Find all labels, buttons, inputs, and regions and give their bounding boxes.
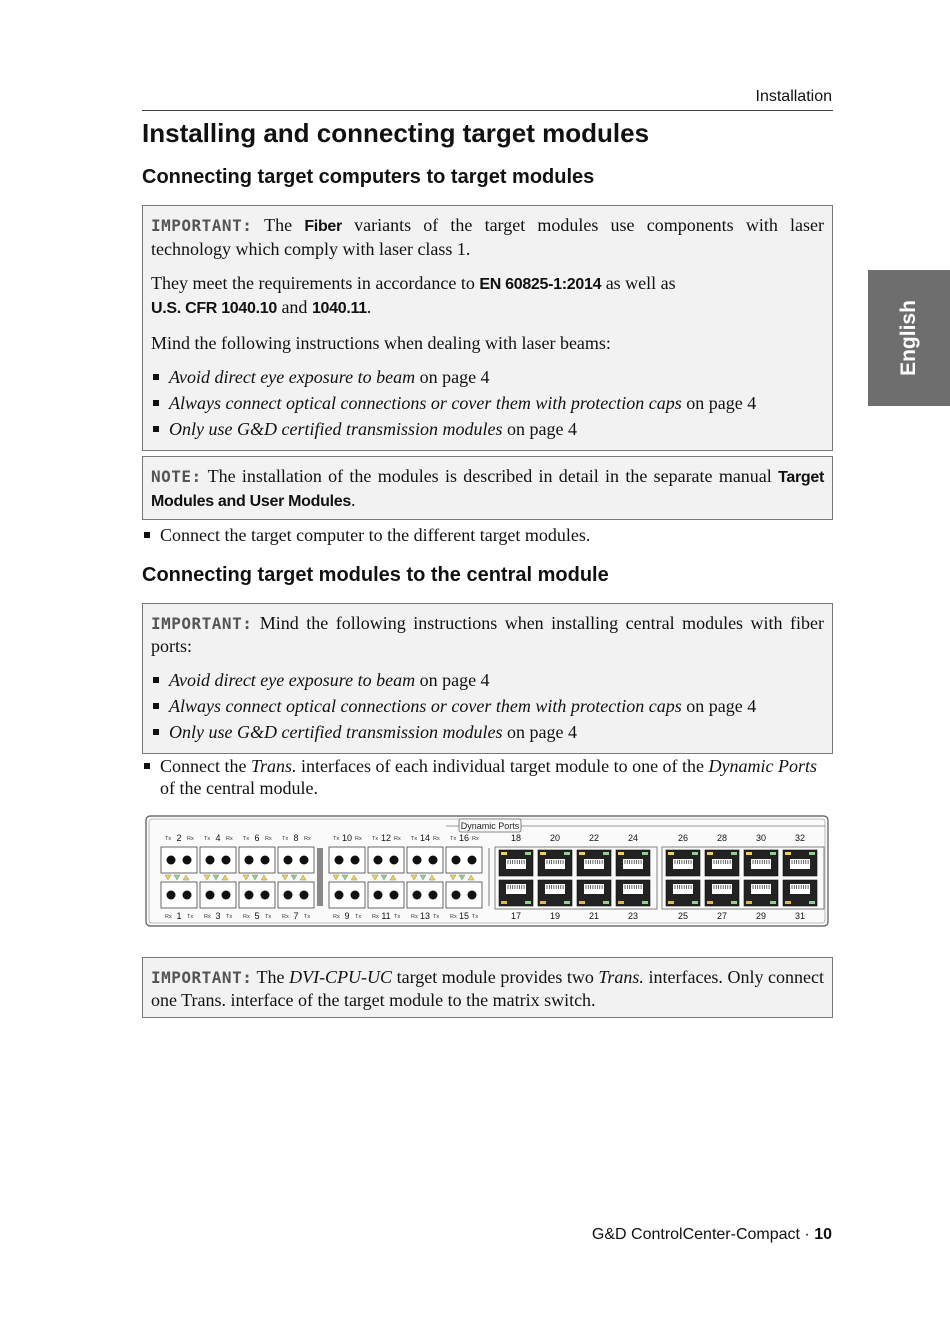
rj45-port-number: 19 [549,911,561,921]
rj45-opening [790,859,810,869]
important-box-fiber: IMPORTANT: Mind the following instructions when installing central modules with fiber ports: Avoid direct eye exposure to beam on page 4 Always connect optical connections or cover them with protection caps on page 4 Only use G&D certified transmission modules on page 4 [142,603,833,754]
fiber-socket [468,856,477,865]
rx-label: Rx [394,836,401,842]
fiber-port-number: 8 [293,833,299,843]
fiber-socket [222,856,231,865]
rj45-opening [673,884,693,894]
fiber-port-number: 3 [215,911,221,921]
section2-heading: Connecting target modules to the central module [142,564,609,586]
step-connect-target: Connect the target computer to the different target modules. [142,524,832,546]
fiber-port-number: 15 [458,911,470,921]
rj45-opening [751,884,771,894]
fiber-socket [390,856,399,865]
fiber-socket [452,856,461,865]
running-header: Installation [755,88,832,105]
fiber-socket [390,891,399,900]
page-number: 10 [814,1226,832,1243]
rj45-port-number: 31 [794,911,806,921]
fiber-socket [374,891,383,900]
link-led [668,901,674,904]
list-item[interactable]: Always connect optical connections or cover them with protection caps on page 4 [151,392,824,414]
fiber-connector-top [446,847,482,873]
fiber-connector-bottom [278,882,314,908]
important-label: IMPORTANT: [151,216,253,235]
rj45-port-number: 20 [549,833,561,843]
fiber-socket [261,891,270,900]
rj45-port-number: 17 [510,911,522,921]
rj45-opening [506,859,526,869]
fiber-socket [245,891,254,900]
fiber-connector-bottom [329,882,365,908]
rj45-port-number: 22 [588,833,600,843]
rj45-opening [673,859,693,869]
activity-led [692,901,698,904]
rj45-opening [584,859,604,869]
fiber-connector-bottom [239,882,275,908]
fiber-socket [261,856,270,865]
laser-instructions-list [151,366,824,440]
fiber-socket [206,891,215,900]
activity-led [809,901,815,904]
fiber-socket [300,891,309,900]
fiber-port-number: 13 [419,911,431,921]
fiber-connector-top [278,847,314,873]
link-led [707,901,713,904]
fiber-connector-bottom [368,882,404,908]
rj45-opening [545,884,565,894]
fiber-connector-top [407,847,443,873]
rj45-port-number: 25 [677,911,689,921]
fiber-socket [245,856,254,865]
rj45-opening [712,859,732,869]
language-tab[interactable] [868,270,950,406]
note-label: NOTE: [151,467,202,486]
rx-label: Rx [433,836,440,842]
important-label: IMPORTANT: [151,968,253,987]
fiber-socket [452,891,461,900]
fiber-instructions-list [151,669,824,743]
fiber-socket [284,891,293,900]
fiber-port-number: 7 [293,911,299,921]
fiber-socket [183,891,192,900]
rj45-opening [790,884,810,894]
step-connect-trans: Connect the Trans. interfaces of each individual target module to one of the Dynamic Ports of the central module. [142,755,832,799]
activity-led [603,852,609,855]
list-item[interactable]: Avoid direct eye exposure to beam on page 4 [151,669,824,691]
page-footer: G&D ControlCenter-Compact · 10 [591,1226,832,1243]
activity-led [809,852,815,855]
activity-led [564,852,570,855]
rx-label: Rx [243,914,250,920]
important-p1: IMPORTANT: The Fiber variants of the target modules use components with laser technology which comply with laser class 1. [151,215,824,259]
tx-label: Tx [243,836,250,842]
activity-led [564,901,570,904]
tx-label: Tx [304,914,311,920]
dynamic-ports-label: Dynamic Ports [460,821,520,831]
fiber-port-number: 11 [381,911,391,921]
link-led [618,901,624,904]
page-title: Installing and connecting target modules [142,118,650,148]
activity-led [525,901,531,904]
fiber-socket [374,856,383,865]
link-led [668,852,674,855]
tx-label: Tx [282,836,289,842]
tx-label: Tx [165,836,172,842]
rx-label: Rx [304,836,311,842]
link-led [785,901,791,904]
fiber-socket [351,891,360,900]
rx-label: Rx [265,836,272,842]
tx-label: Tx [355,914,362,920]
fiber-socket [300,856,309,865]
rj45-opening [623,859,643,869]
fiber-socket [167,856,176,865]
fiber-socket [351,856,360,865]
rj45-port-number: 18 [510,833,522,843]
fiber-port-number: 1 [176,911,182,921]
fiber-port-number: 6 [254,833,260,843]
fiber-connector-top [368,847,404,873]
activity-led [731,901,737,904]
rj45-opening [506,884,526,894]
important-p2: They meet the requirements in accordance to EN 60825-1:2014 as well as U.S. CFR 1040.10 and 1040.11. [151,273,676,317]
fiber-port-number: 4 [215,833,221,843]
fiber-connector-bottom [161,882,197,908]
rx-label: Rx [165,914,172,920]
rx-label: Rx [355,836,362,842]
fiber-connector-top [200,847,236,873]
fiber-connector-top [161,847,197,873]
rx-label: Rx [472,836,479,842]
tx-label: Tx [226,914,233,920]
list-item[interactable]: Avoid direct eye exposure to beam on page 4 [151,366,824,388]
fiber-socket [335,891,344,900]
fiber-socket [468,891,477,900]
link-led [618,852,624,855]
tx-label: Tx [265,914,272,920]
language-tab-label: English [897,300,920,376]
rj45-opening [623,884,643,894]
activity-led [692,852,698,855]
tx-label: Tx [433,914,440,920]
section1-heading: Connecting target computers to target modules [142,166,595,188]
fiber-port-number: 14 [419,833,431,843]
fiber-port-number: 2 [176,833,182,843]
link-led [540,901,546,904]
list-item[interactable]: Only use G&D certified transmission modules on page 4 [151,721,824,743]
rj45-port-number: 24 [627,833,639,843]
activity-led [525,852,531,855]
fiber-port-number: 10 [341,833,353,843]
activity-led [642,901,648,904]
block-separator [317,848,323,906]
rx-label: Rx [226,836,233,842]
rj45-port-number: 29 [755,911,767,921]
rj45-opening [584,884,604,894]
rj45-opening [751,859,771,869]
header-rule [142,110,833,111]
activity-led [603,901,609,904]
rx-label: Rx [372,914,379,920]
tx-label: Tx [333,836,340,842]
rj45-port-number: 26 [677,833,689,843]
rj45-port-number: 32 [794,833,806,843]
fiber-socket [167,891,176,900]
activity-led [770,852,776,855]
fiber-connector-top [329,847,365,873]
fiber-socket [206,856,215,865]
rj45-port-number: 30 [755,833,767,843]
activity-led [770,901,776,904]
fiber-connector-bottom [407,882,443,908]
fiber-socket [183,856,192,865]
fiber-connector-bottom [200,882,236,908]
fiber-socket [429,856,438,865]
link-led [746,901,752,904]
fiber-socket [335,856,344,865]
important-p3: Mind the following instructions when dealing with laser beams: [151,333,611,353]
rj45-port-number: 21 [588,911,600,921]
tx-label: Tx [204,836,211,842]
link-led [785,852,791,855]
fiber-socket [284,856,293,865]
fiber-connector-top [239,847,275,873]
rx-label: Rx [187,836,194,842]
fiber-port-number: 16 [458,833,470,843]
rx-label: Rx [450,914,457,920]
rj45-opening [545,859,565,869]
link-led [579,901,585,904]
note-box: NOTE: The installation of the modules is described in detail in the separate manual Target Modules and User Modules. [142,456,833,520]
rx-label: Rx [333,914,340,920]
block-separator [488,848,490,906]
rj45-port-number: 27 [716,911,728,921]
important-box-laser [142,205,833,451]
rj45-opening [712,884,732,894]
tx-label: Tx [187,914,194,920]
fiber-socket [413,891,422,900]
rx-label: Rx [204,914,211,920]
link-led [746,852,752,855]
fiber-socket [413,856,422,865]
tx-label: Tx [394,914,401,920]
tx-label: Tx [450,836,457,842]
fiber-connector-bottom [446,882,482,908]
link-led [501,852,507,855]
link-led [579,852,585,855]
fiber-port-number: 9 [344,911,350,921]
important-box-dvi: IMPORTANT: The DVI-CPU-UC target module provides two Trans. interfaces. Only connect one Trans. interface of the target module to the matrix switch. [142,957,833,1018]
activity-led [642,852,648,855]
link-led [540,852,546,855]
link-led [707,852,713,855]
tx-label: Tx [472,914,479,920]
tx-label: Tx [372,836,379,842]
fiber-socket [222,891,231,900]
important-label: IMPORTANT: [151,614,253,633]
rx-label: Rx [282,914,289,920]
link-led [501,901,507,904]
rj45-port-number: 28 [716,833,728,843]
list-item[interactable]: Only use G&D certified transmission modules on page 4 [151,418,824,440]
fiber-socket [429,891,438,900]
rj45-port-number: 23 [627,911,639,921]
fiber-port-number: 5 [254,911,260,921]
central-module-ports-illustration [145,814,830,928]
list-item[interactable]: Always connect optical connections or cover them with protection caps on page 4 [151,695,824,717]
fiber-port-number: 12 [380,833,392,843]
activity-led [731,852,737,855]
tx-label: Tx [411,836,418,842]
rx-label: Rx [411,914,418,920]
